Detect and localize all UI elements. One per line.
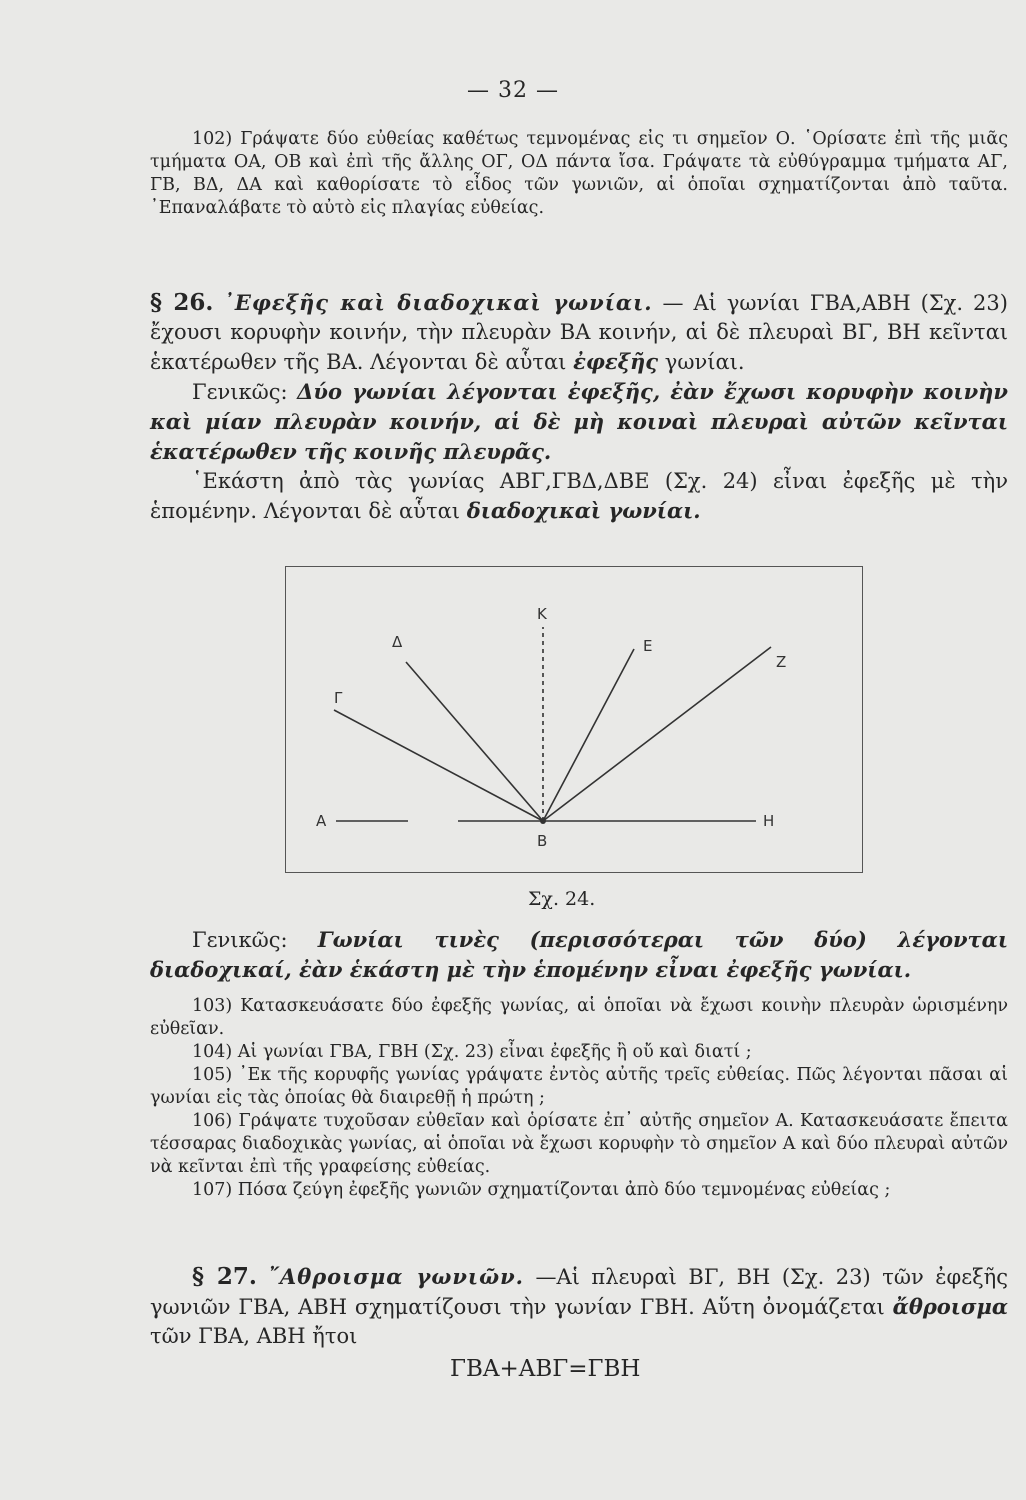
figure-caption: Σχ. 24. (528, 888, 596, 910)
exercise-item: 107) Πόσα ζεύγη ἐφεξῆς γωνιῶν σχηματίζονται ἀπὸ δύο τεμνομένας εὐθείας ; (192, 1180, 891, 1200)
section-27 (150, 1262, 1008, 1384)
exercise-item: 103) Κατασκευάσατε δύο ἐφεξῆς γωνίας, αἱ ὁποῖαι νὰ ἔχωσι κοινὴν πλευρὰν ὡρισμένην εὐθεῖαν. (150, 996, 1008, 1039)
label-a: Α (316, 812, 327, 830)
generally-2 (150, 925, 1008, 985)
ray-bd (406, 662, 543, 821)
ray-be (543, 649, 634, 821)
section-27-text-end: τῶν ΓΒΑ, ΑΒΗ ἤτοι (150, 1324, 358, 1348)
section-27-text: —Αἱ πλευραὶ ΒΓ, ΒΗ (Σχ. 23) τῶν ἐφεξῆς γωνιῶν ΓΒΑ, ΑΒΗ σχηματίζουσι τὴν γωνίαν ΓΒΗ. Αὕτη ὀνομάζεται (150, 1265, 1008, 1319)
vertex-b (540, 818, 546, 824)
label-g: Γ (334, 689, 343, 707)
label-z: Ζ (776, 653, 787, 671)
section-26 (150, 288, 1008, 526)
figure-24 (285, 566, 863, 873)
successive-angles-rule: Γωνίαι τινὲς (περισσότεραι τῶν δύο) λέγονται διαδοχικαί, ἐὰν ἑκάστη μὲ τὴν ἑπομένην εἶναι ἐφεξῆς γωνίαι. (150, 927, 1008, 982)
angle-sum-formula: ΓΒΑ+ΑΒΓ=ΓΒΗ (450, 1356, 641, 1382)
section-26-number: § 26. (150, 289, 214, 316)
label-e: Ε (643, 637, 653, 655)
generally-2-lead: Γενικῶς: (192, 928, 288, 952)
exercise-item: 105) ᾿Εκ τῆς κορυφῆς γωνίας γράψατε ἐντὸς αὐτῆς τρεῖς εὐθείας. Πῶς λέγονται πᾶσαι αἱ γωνίαι εἰς τὰς ὁποίας θὰ διαιρεθῇ ἡ πρώτη ; (150, 1065, 1008, 1108)
section-26-each-term: διαδοχικαὶ γωνίαι. (466, 498, 701, 523)
exercise-item: 106) Γράψατε τυχοῦσαν εὐθεῖαν καὶ ὁρίσατε ἐπ᾿ αὐτῆς σημεῖον Α. Κατασκευάσατε ἔπειτα τέσσαρας διαδοχικὰς γωνίας, αἱ ὁποῖαι νὰ ἔχωσι κορυφὴν τὸ σημεῖον Α καὶ δύο πλευραὶ αὐτῶν νὰ κεῖνται ἐπὶ τῆς γραφείσης εὐθείας. (150, 1111, 1008, 1177)
section-27-heading: ῎Αθροισμα γωνιῶν. (268, 1264, 524, 1289)
label-d: Δ (392, 633, 403, 651)
exercises-list (150, 995, 1008, 1202)
adjacent-angles-rule: Δύο γωνίαι λέγονται ἐφεξῆς, ἐὰν ἔχωσι κορυφὴν κοινὴν καὶ μίαν πλευρὰν κοινήν, αἱ δὲ μὴ κοιναὶ πλευραὶ αὐτῶν κεῖνται ἑκατέρωθεν τῆς κοινῆς πλευρᾶς. (150, 379, 1008, 464)
ray-bg (334, 710, 543, 821)
label-h: Η (763, 812, 775, 830)
section-26-intro-end: γωνίαι. (664, 350, 745, 374)
generally-label: Γενικῶς: (192, 380, 288, 404)
exercise-item: 104) Αἱ γωνίαι ΓΒΑ, ΓΒΗ (Σχ. 23) εἶναι ἐφεξῆς ἢ οὔ καὶ διατί ; (192, 1042, 752, 1062)
ray-bz (543, 647, 771, 821)
label-b: Β (537, 832, 548, 850)
section-26-each: ῾Εκάστη ἀπὸ τὰς γωνίας ΑΒΓ,ΓΒΔ,ΔΒΕ (Σχ. 24) εἶναι ἐφεξῆς μὲ τὴν ἑπομένην. Λέγονται δὲ αὗται (150, 469, 1008, 523)
section-26-term: ἐφεξῆς (573, 349, 659, 374)
section-26-intro: — Αἱ γωνίαι ΓΒΑ,ΑΒΗ (Σχ. 23) ἔχουσι κορυφὴν κοινήν, τὴν πλευρὰν ΒΑ κοινήν, αἱ δὲ πλευραὶ ΒΓ, ΒΗ κεῖνται ἑκατέρωθεν τῆς ΒΑ. Λέγονται δὲ αὗται (150, 291, 1008, 374)
exercise-102-text: 102) Γράψατε δύο εὐθείας καθέτως τεμνομένας εἰς τι σημεῖον Ο. ῾Ορίσατε ἐπὶ τῆς μιᾶς τμήματα ΟΑ, ΟΒ καὶ ἐπὶ τῆς ἄλλης ΟΓ, ΟΔ πάντα ἴσα. Γράψατε τὰ εὐθύγραμμα τμήματα ΑΓ, ΓΒ, ΒΔ, ΔΑ καὶ καθορίσατε τὸ εἶδος τῶν γωνιῶν, αἱ ὁποῖαι σχηματίζονται ἀπὸ ταῦτα. ᾿Επαναλάβατε τὸ αὐτὸ εἰς πλαγίας εὐθείας. (150, 129, 1008, 218)
section-27-number: § 27. (192, 1263, 257, 1290)
page-number: — 32 — (467, 78, 559, 103)
section-27-term: ἄθροισμα (892, 1294, 1008, 1319)
angle-diagram (286, 567, 862, 872)
label-k: Κ (537, 605, 547, 623)
exercise-102 (150, 128, 1008, 220)
section-26-heading: ᾿Εφεξῆς καὶ διαδοχικαὶ γωνίαι. (223, 290, 653, 315)
